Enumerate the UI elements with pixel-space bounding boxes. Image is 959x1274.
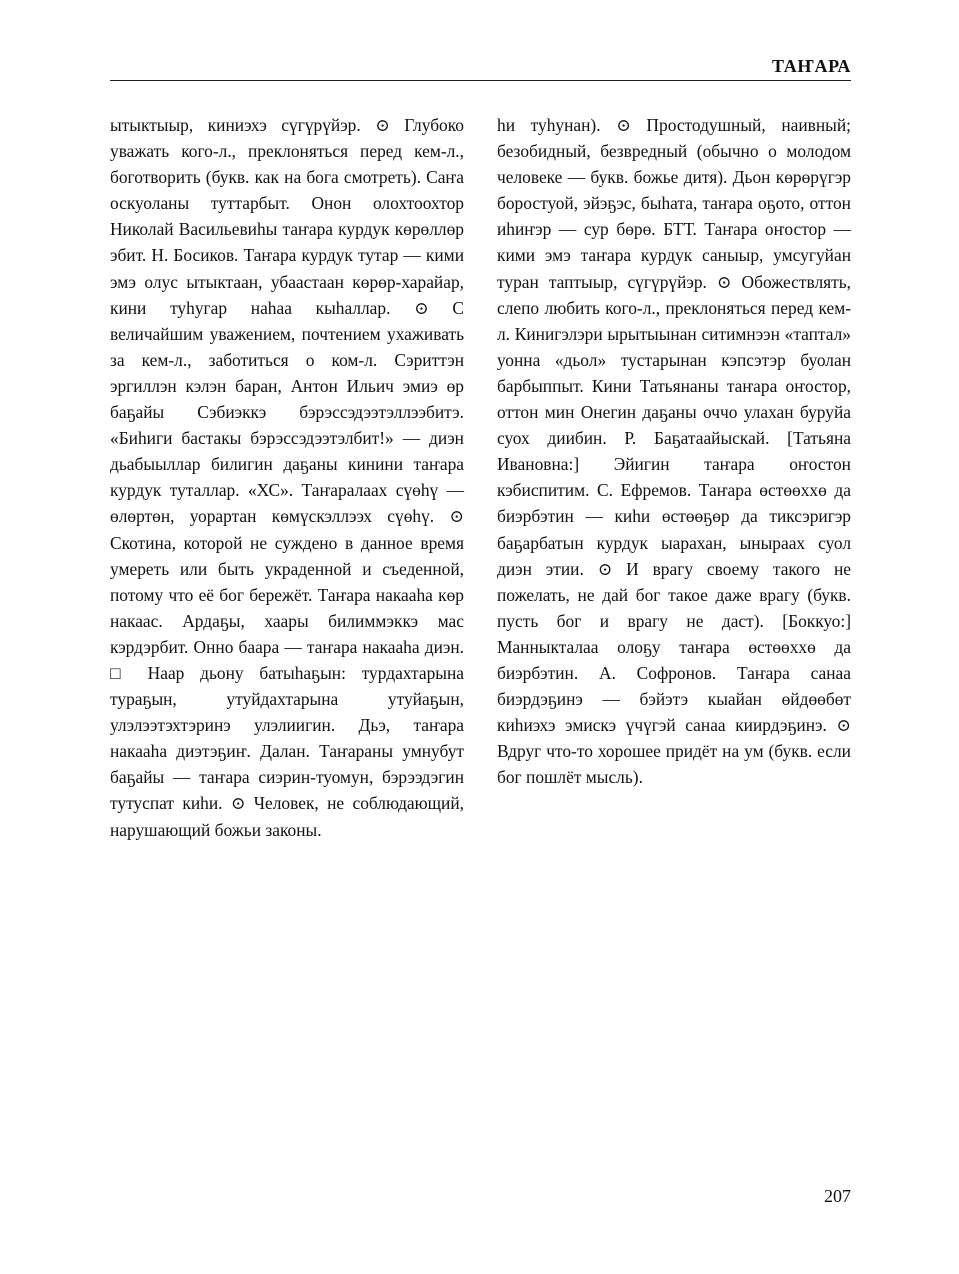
- running-header: [110, 54, 851, 81]
- left-column: [110, 112, 464, 843]
- running-header-title: ТАҤАРА: [772, 56, 851, 76]
- page-number: 207: [824, 1186, 851, 1206]
- left-column-text: ытыктыыр, киниэхэ сүгүрүйэр. ⊙ Глубоко уважать кого-л., преклоняться перед кем-л., боготворить (букв. как на бога смотреть). Саҥа оскуоланы туттарбыт. Онон олохтоохтор Николай Васильевиһы таҥара курдук көрөллөр эбит. Н. Босиков. Таҥара курдук тутар — кими эмэ олус ытыктаан, убаастаан көрөр-харайар, кини туһугар наһаа кыһаллар. ⊙ С величайшим уважением, почтением ухаживать за кем-л., заботиться о ком-л. Сэриттэн эргиллэн кэлэн баран, Антон Ильич эмиэ өр баҕайы Сэбиэккэ бэрэссэдээтэллээбитэ. «Биһиги бастакы бэрэссэдээтэлбит!» — диэн дьабыыллар билигин даҕаны кинини таҥара курдук туталлар. «ХС». Таҥаралаах сүөһү — өлөртөн, уорартан көмүскэллээх сүөһү. ⊙ Скотина, которой не суждено в данное время умереть или быть украденной и съеденной, потому что её бог бережёт. Таҥара накааһа көр накаас. Ардаҕы, хаары билиммэккэ мас кэрдэрбит. Онно баара — таҥара накааһа диэн. □ Наар дьону батыһаҕын: турдахтарына тураҕын, утуйдахтарына утуйаҕын, улэлээтэхтэринэ улэлиигин. Дьэ, таҥара накааһа диэтэҕиҥ. Далан. Таҥараны умнубут баҕайы — таҥара сиэрин-туомун, бэрээдэгин тутуспат киһи. ⊙ Человек, не соблюдающий, нарушающий божьи законы.: [110, 115, 464, 840]
- right-column-text: һи туһунан). ⊙ Простодушный, наивный; безобидный, безвредный (обычно о молодом человеке — букв. божье дитя). Дьон көрөрүгэр боростуой, эйэҕэс, быһата, таҥара оҕото, оттон иһиҥэр — сур бөрө. БТТ. Таҥара оҥостор — кими эмэ таҥара курдук саныыр, умсугуйан туран таптыыр, сүгүрүйэр. ⊙ Обожествлять, слепо любить кого-л., преклоняться перед кем-л. Кинигэлэри ырытыынан ситимнээн «таптал» уонна «дьол» тустарынан кэпсэтэр буолан барбыппыт. Кини Татьянаны таҥара оҥостор, оттон мин Онегин даҕаны оччо улахан буруйа суох диибин. Р. Баҕатаайыскай. [Татьяна Ивановна:] Эйигин таҥара оҥостон кэбиспитим. С. Ефремов. Таҥара өстөөххө да биэрбэтин — киһи өстөөҕөр да тиксэригэр баҕарбатын курдук ыарахан, ыныраах суол диэн этии. ⊙ И врагу своему такого не пожелать, не дай бог такое даже врагу (букв. пусть бог и врагу не даст). [Боккуо:] Манныкталаа олоҕу таҥара өстөөххө да биэрбэтин. А. Софронов. Таҥара санаа биэрдэҕинэ — бэйэтэ кыайан өйдөөбөт киһиэхэ эмискэ үчүгэй санаа киирдэҕинэ. ⊙ Вдруг что-то хорошее придёт на ум (букв. если бог пошлёт мысль).: [497, 115, 851, 788]
- right-column: [497, 112, 851, 790]
